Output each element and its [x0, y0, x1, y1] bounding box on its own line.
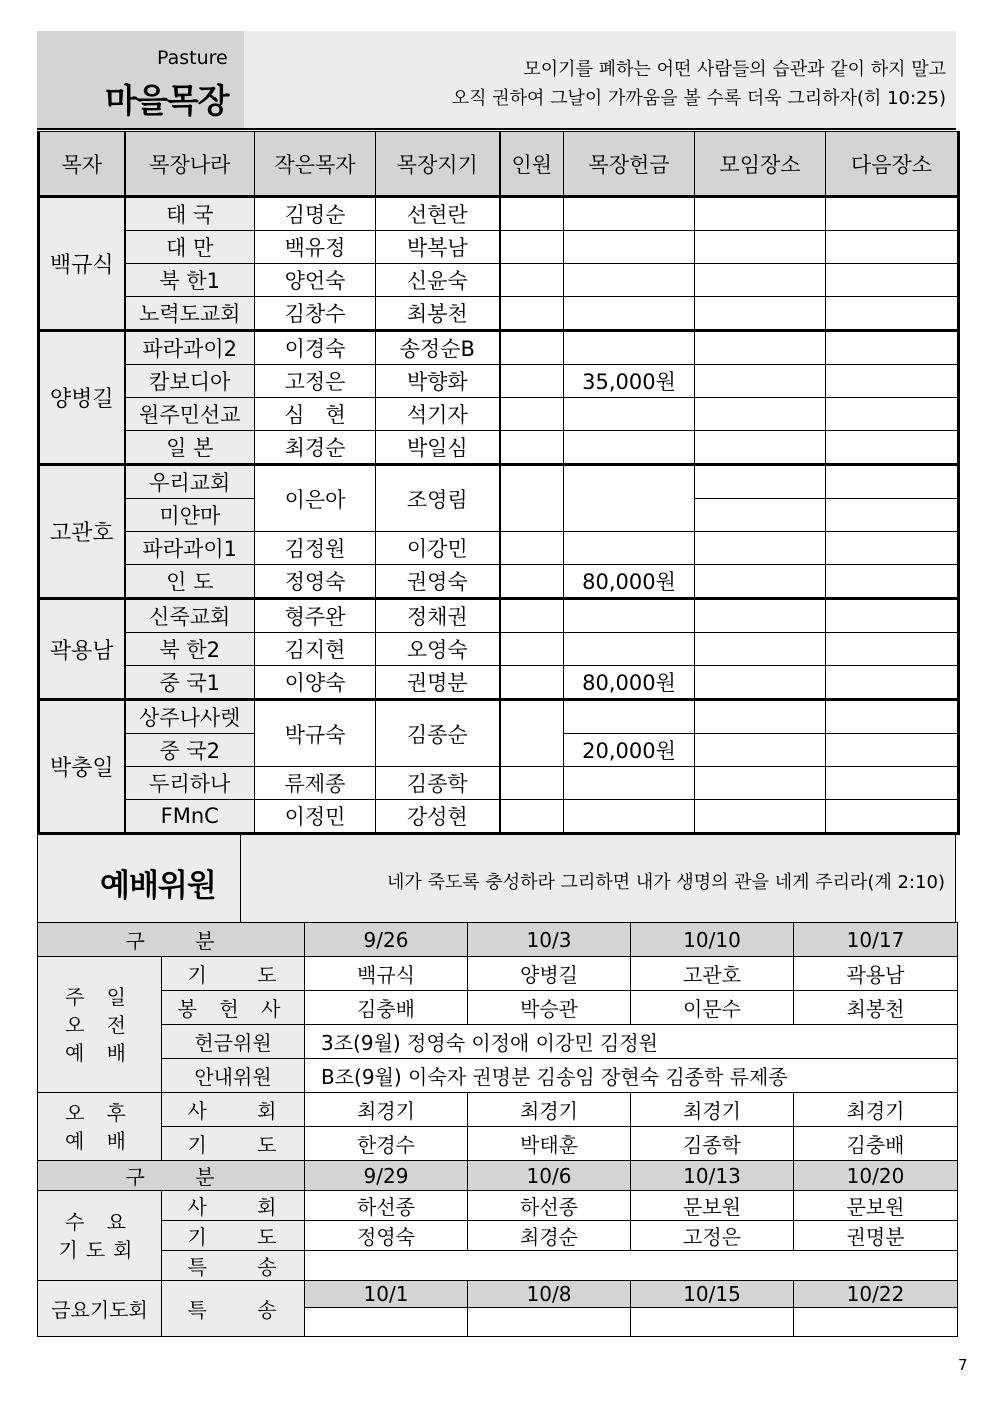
- offering-cell: [564, 532, 695, 565]
- meeting-place-cell: [695, 499, 826, 532]
- name-cell: 양병길: [468, 957, 631, 991]
- date-cell: 10/6: [468, 1161, 631, 1191]
- table-row: [39, 599, 959, 633]
- keeper-cell: 신윤숙: [376, 264, 500, 297]
- offering-cell: [564, 231, 695, 264]
- table-row: [38, 1025, 958, 1059]
- table-row: [39, 700, 959, 734]
- name-cell: 백규식: [305, 957, 468, 991]
- next-place-cell: [826, 465, 959, 499]
- name-cell: 한경수: [305, 1127, 468, 1161]
- table-header-row: [39, 132, 959, 197]
- name-cell: 김충배: [794, 1127, 958, 1161]
- country-cell: 북 한1: [125, 264, 255, 297]
- prayer-label: 기 도: [162, 1127, 305, 1161]
- meeting-place-cell: [695, 297, 826, 331]
- next-place-cell: [826, 231, 959, 264]
- name-cell: 곽용남: [794, 957, 958, 991]
- small-pastor-cell: 심 현: [255, 398, 376, 431]
- usher-cell: B조(9월) 이숙자 권명분 김송임 장현숙 김종학 류제종: [305, 1059, 958, 1093]
- count-cell: [500, 365, 564, 398]
- country-cell: 파라과이2: [125, 331, 255, 365]
- verse-line-2: 오직 권하여 그날이 가까움을 볼 수록 더욱 그리하자(히 10:25): [451, 88, 946, 109]
- date-cell: 10/22: [794, 1281, 958, 1308]
- meeting-place-cell: [695, 197, 826, 231]
- small-pastor-cell: 이양숙: [255, 666, 376, 700]
- keeper-cell: 김종순: [376, 700, 500, 767]
- offering-cell: [564, 331, 695, 365]
- count-cell: [500, 197, 564, 231]
- name-cell: 정영숙: [305, 1221, 468, 1251]
- meeting-place-cell: [695, 365, 826, 398]
- meeting-place-cell: [695, 264, 826, 297]
- column-header: 목장지기: [376, 132, 500, 197]
- friday-label: 금요기도회: [38, 1281, 162, 1337]
- table-row: [39, 297, 959, 331]
- next-place-cell: [826, 800, 959, 834]
- column-header: 목장나라: [125, 132, 255, 197]
- date-cell: 9/29: [305, 1161, 468, 1191]
- table-row: [39, 532, 959, 565]
- next-place-cell: [826, 431, 959, 465]
- small-pastor-cell: 김지현: [255, 633, 376, 666]
- meeting-place-cell: [695, 398, 826, 431]
- name-cell: 고관호: [631, 957, 794, 991]
- column-header: 인원: [500, 132, 564, 197]
- table-row: [38, 1191, 958, 1221]
- table-row: [39, 331, 959, 365]
- table-row: [38, 1093, 958, 1127]
- date-cell: 10/10: [631, 923, 794, 957]
- count-cell: [500, 398, 564, 431]
- country-cell: 미얀마: [125, 499, 255, 532]
- count-cell: [500, 297, 564, 331]
- pastor-cell: 박충일: [39, 700, 125, 834]
- table-row: [39, 398, 959, 431]
- table-row: [39, 264, 959, 297]
- pasture-title-box: [37, 31, 244, 128]
- worship-verse: 네가 죽도록 충성하라 그리하면 내가 생명의 관을 네게 주리라(계 2:10): [386, 872, 945, 893]
- keeper-cell: 박향화: [376, 365, 500, 398]
- small-pastor-cell: 정영숙: [255, 565, 376, 599]
- prayer-label: 기 도: [162, 957, 305, 991]
- keeper-cell: 송정순B: [376, 331, 500, 365]
- country-cell: 북 한2: [125, 633, 255, 666]
- name-cell: 김충배: [305, 991, 468, 1025]
- keeper-cell: 정채권: [376, 599, 500, 633]
- host-label: 사 회: [162, 1093, 305, 1127]
- table-row: [39, 800, 959, 834]
- country-cell: 파라과이1: [125, 532, 255, 565]
- meeting-place-cell: [695, 331, 826, 365]
- keeper-cell: 김종학: [376, 767, 500, 800]
- offering-committee-cell: 3조(9월) 정영숙 이정애 이강민 김정원: [305, 1025, 958, 1059]
- count-cell: [500, 800, 564, 834]
- count-cell: [500, 633, 564, 666]
- name-cell: 최경기: [794, 1093, 958, 1127]
- count-cell: [500, 264, 564, 297]
- date-cell: 10/13: [631, 1161, 794, 1191]
- special-song-cell: [305, 1251, 958, 1281]
- meeting-place-cell: [695, 431, 826, 465]
- name-cell: 박승관: [468, 991, 631, 1025]
- next-place-cell: [826, 700, 959, 734]
- meeting-place-cell: [695, 565, 826, 599]
- pasture-header: [37, 31, 956, 130]
- table-row: [39, 465, 959, 499]
- keeper-cell: 권명분: [376, 666, 500, 700]
- offering-cell: [564, 700, 695, 734]
- date-cell: 10/8: [468, 1281, 631, 1308]
- name-cell: 문보원: [794, 1191, 958, 1221]
- worship-title-box: [38, 835, 241, 922]
- meeting-place-cell: [695, 532, 826, 565]
- keeper-cell: 최봉천: [376, 297, 500, 331]
- count-cell: [500, 532, 564, 565]
- small-pastor-cell: 이은아: [255, 465, 376, 532]
- keeper-cell: 조영림: [376, 465, 500, 532]
- country-cell: 태 국: [125, 197, 255, 231]
- country-cell: 인 도: [125, 565, 255, 599]
- meeting-place-cell: [695, 767, 826, 800]
- pastor-cell: 양병길: [39, 331, 125, 465]
- offertory-label: 봉 헌 사: [162, 991, 305, 1025]
- name-cell: 최경순: [468, 1221, 631, 1251]
- table-row: [39, 633, 959, 666]
- prayer-label: 기 도: [162, 1221, 305, 1251]
- column-header: 목자: [39, 132, 125, 197]
- meeting-place-cell: [695, 633, 826, 666]
- table-row: [38, 1281, 958, 1308]
- country-cell: 일 본: [125, 431, 255, 465]
- table-row: [39, 231, 959, 264]
- date-cell: 9/26: [305, 923, 468, 957]
- column-header: 다음장소: [826, 132, 959, 197]
- small-pastor-cell: 형주완: [255, 599, 376, 633]
- next-place-cell: [826, 565, 959, 599]
- offering-cell: 35,000원: [564, 365, 695, 398]
- special-song-label: 특 송: [162, 1251, 305, 1281]
- small-pastor-cell: 고정은: [255, 365, 376, 398]
- count-cell: [500, 565, 564, 599]
- korean-title: 마을목장: [105, 81, 229, 120]
- small-pastor-cell: 이경숙: [255, 331, 376, 365]
- offering-cell: [564, 800, 695, 834]
- table-row: [38, 1161, 958, 1191]
- small-pastor-cell: 김창수: [255, 297, 376, 331]
- country-cell: 원주민선교: [125, 398, 255, 431]
- pastor-cell: 곽용남: [39, 599, 125, 700]
- division-label: 구 분: [38, 923, 305, 957]
- country-cell: 상주나사렛: [125, 700, 255, 734]
- column-header: 작은목자: [255, 132, 376, 197]
- name-cell: 김종학: [631, 1127, 794, 1161]
- next-place-cell: [826, 398, 959, 431]
- country-cell: 두리하나: [125, 767, 255, 800]
- pastor-cell: 백규식: [39, 197, 125, 331]
- name-cell: 권명분: [794, 1221, 958, 1251]
- offering-cell: 80,000원: [564, 666, 695, 700]
- next-place-cell: [826, 264, 959, 297]
- table-row: [39, 666, 959, 700]
- worship-title: 예배위원: [100, 868, 216, 904]
- small-pastor-cell: 류제종: [255, 767, 376, 800]
- empty-cell: [468, 1308, 631, 1337]
- offering-cell: 80,000원: [564, 565, 695, 599]
- table-row: [39, 197, 959, 231]
- page-number: 7: [958, 1356, 968, 1374]
- date-cell: 10/15: [631, 1281, 794, 1308]
- english-title: Pasture: [157, 47, 228, 69]
- host-label: 사 회: [162, 1191, 305, 1221]
- pastor-cell: 고관호: [39, 465, 125, 599]
- meeting-place-cell: [695, 700, 826, 734]
- small-pastor-cell: 김명순: [255, 197, 376, 231]
- name-cell: 최봉천: [794, 991, 958, 1025]
- meeting-place-cell: [695, 734, 826, 767]
- count-cell: [500, 331, 564, 365]
- offering-cell: [564, 599, 695, 633]
- country-cell: 우리교회: [125, 465, 255, 499]
- keeper-cell: 오영숙: [376, 633, 500, 666]
- country-cell: 중 국2: [125, 734, 255, 767]
- next-place-cell: [826, 767, 959, 800]
- offering-cell: [564, 431, 695, 465]
- count-cell: [500, 465, 564, 532]
- column-header: 목장헌금: [564, 132, 695, 197]
- count-cell: [500, 666, 564, 700]
- next-place-cell: [826, 365, 959, 398]
- keeper-cell: 박복남: [376, 231, 500, 264]
- offering-cell: [564, 398, 695, 431]
- next-place-cell: [826, 499, 959, 532]
- worship-header: [37, 834, 956, 923]
- table-row: [39, 365, 959, 398]
- country-cell: FMnC: [125, 800, 255, 834]
- meeting-place-cell: [695, 231, 826, 264]
- offering-cell: [564, 633, 695, 666]
- country-cell: 중 국1: [125, 666, 255, 700]
- offering-cell: [564, 264, 695, 297]
- pasture-table: [37, 131, 960, 835]
- small-pastor-cell: 최경순: [255, 431, 376, 465]
- verse-line-1: 모이기를 폐하는 어떤 사람들의 습관과 같이 하지 말고: [523, 59, 946, 80]
- next-place-cell: [826, 532, 959, 565]
- next-place-cell: [826, 297, 959, 331]
- next-place-cell: [826, 666, 959, 700]
- meeting-place-cell: [695, 599, 826, 633]
- keeper-cell: 강성현: [376, 800, 500, 834]
- name-cell: 최경기: [305, 1093, 468, 1127]
- country-cell: 신죽교회: [125, 599, 255, 633]
- name-cell: 이문수: [631, 991, 794, 1025]
- country-cell: 대 만: [125, 231, 255, 264]
- country-cell: 캄보디아: [125, 365, 255, 398]
- division-label: 구 분: [38, 1161, 305, 1191]
- offering-cell: [564, 197, 695, 231]
- table-row: [38, 991, 958, 1025]
- meeting-place-cell: [695, 465, 826, 499]
- next-place-cell: [826, 734, 959, 767]
- next-place-cell: [826, 633, 959, 666]
- offering-cell: 20,000원: [564, 734, 695, 767]
- date-cell: 10/20: [794, 1161, 958, 1191]
- offering-cell: [564, 767, 695, 800]
- table-row: [38, 923, 958, 957]
- count-cell: [500, 231, 564, 264]
- usher-label: 안내위원: [162, 1059, 305, 1093]
- keeper-cell: 이강민: [376, 532, 500, 565]
- table-row: [39, 431, 959, 465]
- name-cell: 하선종: [468, 1191, 631, 1221]
- count-cell: [500, 599, 564, 633]
- special-song-label: 특 송: [162, 1281, 305, 1337]
- next-place-cell: [826, 599, 959, 633]
- next-place-cell: [826, 197, 959, 231]
- meeting-place-cell: [695, 666, 826, 700]
- table-row: [38, 1251, 958, 1281]
- column-header: 모임장소: [695, 132, 826, 197]
- count-cell: [500, 700, 564, 767]
- count-cell: [500, 767, 564, 800]
- keeper-cell: 박일심: [376, 431, 500, 465]
- table-row: [38, 1221, 958, 1251]
- next-place-cell: [826, 331, 959, 365]
- table-row: [39, 565, 959, 599]
- country-cell: 노력도교회: [125, 297, 255, 331]
- empty-cell: [794, 1308, 958, 1337]
- date-cell: 10/1: [305, 1281, 468, 1308]
- meeting-place-cell: [695, 800, 826, 834]
- sunday-morning-label: 주 일 오 전 예 배: [38, 957, 162, 1093]
- keeper-cell: 선현란: [376, 197, 500, 231]
- date-cell: 10/17: [794, 923, 958, 957]
- name-cell: 최경기: [631, 1093, 794, 1127]
- table-row: [39, 767, 959, 800]
- count-cell: [500, 431, 564, 465]
- small-pastor-cell: 백유정: [255, 231, 376, 264]
- keeper-cell: 석기자: [376, 398, 500, 431]
- name-cell: 하선종: [305, 1191, 468, 1221]
- table-row: [38, 957, 958, 991]
- afternoon-label: 오 후 예 배: [38, 1093, 162, 1161]
- name-cell: 문보원: [631, 1191, 794, 1221]
- date-cell: 10/3: [468, 923, 631, 957]
- small-pastor-cell: 양언숙: [255, 264, 376, 297]
- wednesday-label: 수 요 기도회: [38, 1191, 162, 1281]
- worship-table: [37, 922, 958, 1337]
- offering-cell: [564, 297, 695, 331]
- empty-cell: [305, 1308, 468, 1337]
- offering-committee-label: 헌금위원: [162, 1025, 305, 1059]
- name-cell: 박태훈: [468, 1127, 631, 1161]
- offering-cell: [564, 465, 695, 532]
- name-cell: 최경기: [468, 1093, 631, 1127]
- table-row: [38, 1127, 958, 1161]
- keeper-cell: 권영숙: [376, 565, 500, 599]
- small-pastor-cell: 이정민: [255, 800, 376, 834]
- empty-cell: [631, 1308, 794, 1337]
- name-cell: 고정은: [631, 1221, 794, 1251]
- small-pastor-cell: 김정원: [255, 532, 376, 565]
- small-pastor-cell: 박규숙: [255, 700, 376, 767]
- table-row: [38, 1059, 958, 1093]
